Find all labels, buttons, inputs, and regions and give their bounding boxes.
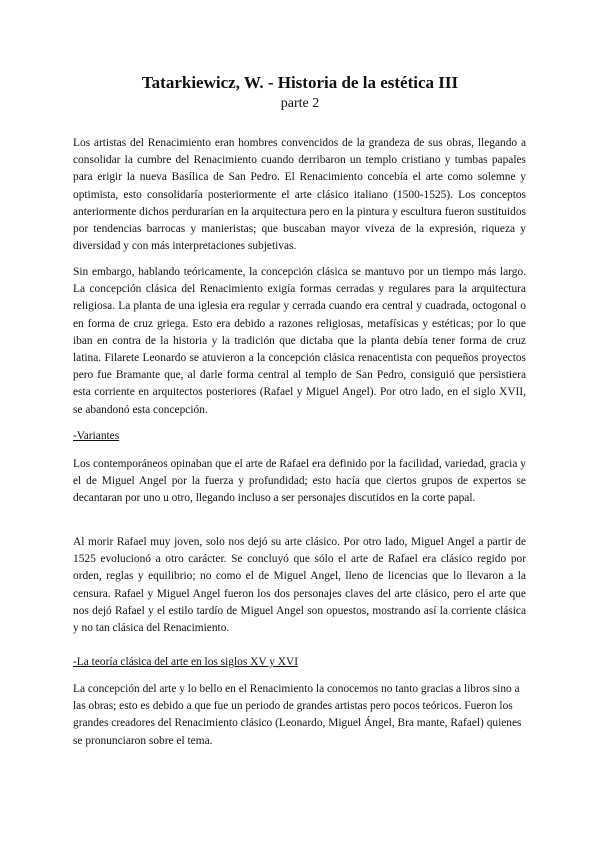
document-title: Tatarkiewicz, W. - Historia de la estética III [141,73,459,92]
paragraph-5 [73,681,526,750]
paragraph-4 [73,534,526,637]
section-heading-text: -La teoría clásica del arte en los siglos XV y XVI [73,656,298,668]
paragraph-text: La concepción del arte y lo bello en el Renacimiento la conocemos no tanto gracias a libros sino a las obras; esto es debido a que fue un periodo de grandes artistas pero pocos teóricos. Fueron los grandes creadores del Renacimiento clásico (Leonardo, Miguel Ángel, Bra mante, Rafael) quienes se pronunciaron sobre el tema. [73,683,522,747]
section-heading-text: -Variantes [73,430,120,442]
section-heading-teoria-clasica [73,654,526,671]
paragraph-3 [73,456,526,508]
paragraph-text: Al morir Rafael muy joven, solo nos dejó su arte clásico. Por otro lado, Miguel Angel a partir de 1525 evolucionó a otro carácter. Se concluyó que sólo el arte de Rafael era clásico regido por orden, reglas y equilibrio; no como el de Miguel Angel, lleno de licencias que lo llevaron a la censura. Rafael y Miguel Angel fueron los dos personajes claves del arte clásico, pero el arte que nos dejó Rafael y el estilo tardío de Miguel Angel son opuestos, mostrando así la corriente clásica y no tan clásica del Renacimiento. [73,536,526,635]
paragraph-1 [73,135,526,255]
paragraph-text: Los contemporáneos opinaban que el arte de Rafael era definido por la facilidad, variedad, gracia y el de Miguel Angel por la fuerza y profundidad; esto hacía que ciertos grupos de expertos se decantaran por uno u otro, llegando incluso a ser personajes discutidos en la corte papal. [73,458,526,505]
document-subtitle: parte 2 [280,96,320,111]
section-heading-variantes [73,428,526,445]
paragraph-2 [73,264,526,419]
paragraph-text: Sin embargo, hablando teóricamente, la concepción clásica se mantuvo por un tiempo más largo. La concepción clásica del Renacimiento exigía formas cerradas y regulares para la arquitectura religiosa. La planta de una iglesia era regular y cerrada cuando era central y cuadrada, octogonal o en forma de cruz griega. Esto era debido a razones religiosas, metafísicas y estéticas; por lo que iban en contra de la historia y la tradición que dictaba que la planta debía tener forma de cruz latina. Filarete Leonardo se atuvieron a la concepción clásica renacentista con pequeños proyectos pero fue Bramante que, al darle forma central al templo de San Pedro, consiguió que persistiera esta corriente en arquitectos posteriores (Rafael y Miguel Angel). Por otro lado, en el siglo XVII, se abandonó esta concepción. [73,266,526,416]
paragraph-text: Los artistas del Renacimiento eran hombres convencidos de la grandeza de sus obras, llegando a consolidar la cumbre del Renacimiento cuando derribaron un templo cristiano y tumbas papales para erigir la nueva Basílica de San Pedro. El Renacimiento concebía el arte como solemne y optimista, esto consolidaría posteriormente el arte clásico italiano (1500-1525). Los conceptos anteriormente dichos perdurarían en la arquitectura pero en la pintura y escultura fueron sustituidos por tendencias barrocas y manieristas; que buscaban mayor viveza de la expresión, riqueza y diversidad y con más interpretaciones subjetivas. [73,137,526,253]
